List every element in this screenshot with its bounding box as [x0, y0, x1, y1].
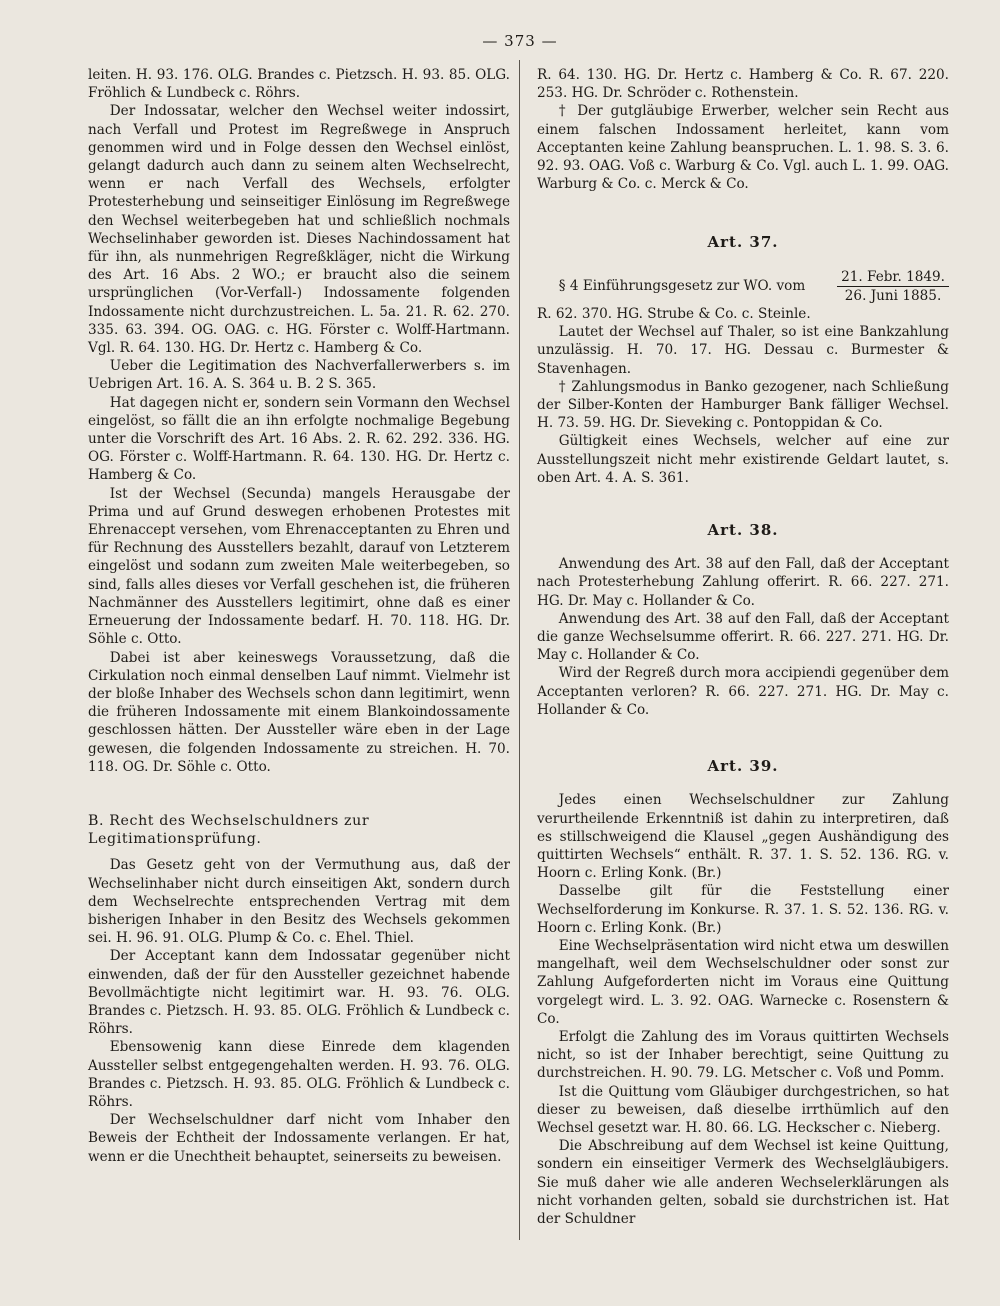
paragraph: Anwendung des Art. 38 auf den Fall, daß der Acceptant nach Protesterhebung Zahlung offerirt. R. 66. 227. 271. HG. Dr. May c. Hollander & Co. — [537, 556, 949, 609]
paragraph: Dasselbe gilt für die Feststellung einer Wechselforderung im Konkurse. R. 37. 1. S. 52. 136. RG. v. Hoorn c. Erling Konk. (Br.) — [537, 883, 949, 936]
right-column — [537, 66, 949, 1228]
paragraph: Lautet der Wechsel auf Thaler, so ist eine Bankzahlung unzulässig. H. 70. 17. HG. Dessau c. Burmester & Stavenhagen. — [537, 324, 949, 377]
paragraph: R. 64. 130. HG. Dr. Hertz c. Hamberg & Co. R. 67. 220. 253. HG. Dr. Schröder c. Rothenstein. — [537, 67, 949, 102]
paragraph: Das Gesetz geht von der Vermuthung aus, daß der Wechselinhaber nicht durch einseitigen Akt, sondern durch dem Wechselrechte entsprechenden Vertrag mit dem bisherigen Inhaber in den Besitz des Wechsels gekommen sei. H. 96. 91. OLG. Plump & Co. c. Ehel. Thiel. — [88, 857, 510, 947]
article-heading-38: Art. 38. — [707, 521, 779, 540]
paragraph: leiten. H. 93. 176. OLG. Brandes c. Pietzsch. H. 93. 85. OLG. Fröhlich & Lundbeck c. Röhrs. — [88, 67, 510, 102]
paragraph: Die Abschreibung auf dem Wechsel ist keine Quittung, sondern ein einseitiger Vermerk des Wechselgläubigers. Sie muß daher wie alle anderen Wechselerklärungen als nicht vorhanden gelten, sobald sie durchstrichen ist. Hat der Schuldner — [537, 1138, 949, 1227]
paragraph: † Der gutgläubige Erwerber, welcher sein Recht aus einem falschen Indossament herleitet, kann vom Acceptanten keine Zahlung beanspruchen. L. 1. 98. S. 3. 6. 92. 93. OAG. Voß c. Warburg & Co. Vgl. auch L. 1. 99. OAG. Warburg & Co. c. Merck & Co. — [537, 103, 949, 193]
paragraph: † Zahlungsmodus in Banko gezogener, nach Schließung der Silber-Konten der Hamburger Bank fälliger Wechsel. H. 73. 59. HG. Dr. Sieveking c. Pontoppidan & Co. — [537, 378, 949, 432]
paragraph: Jedes einen Wechselschuldner zur Zahlung verurtheilende Erkenntniß ist dahin zu interpretiren, daß es stillschweigend die Klausel „gegen Aushändigung des quittirten Wechsels“ enthält. R. 37. 1. S. 52. 136. RG. v. Hoorn c. Erling Konk. (Br.) — [537, 792, 949, 882]
article-heading-39: Art. 39. — [707, 757, 779, 776]
law-date-formula — [537, 268, 949, 305]
paragraph: Wird der Regreß durch mora accipiendi gegenüber dem Acceptanten verloren? R. 66. 227. 271. HG. Dr. May c. Hollander & Co. — [537, 665, 949, 718]
date-fraction — [837, 268, 949, 305]
paragraph: Ist die Quittung vom Gläubiger durchgestrichen, so hat dieser zu beweisen, daß dieselbe irrthümlich auf den Wechsel gesetzt war. H. 80. 66. LG. Heckscher c. Nieberg. — [537, 1083, 949, 1136]
paragraph: Erfolgt die Zahlung des im Voraus quittirten Wechsels nicht, so ist der Inhaber berechtigt, seine Quittung zu durchstreichen. H. 90. 79. LG. Metscher c. Voß und Pomm. — [537, 1028, 949, 1082]
section-heading: B. Recht des Wechselschuldners zur Legitimationsprüfung. — [88, 812, 370, 848]
paragraph: Ueber die Legitimation des Nachverfallerwerbers s. im Uebrigen Art. 16. A. S. 364 u. B. 2 S. 365. — [88, 358, 510, 393]
paragraph: Dabei ist aber keineswegs Voraussetzung, daß die Cirkulation noch einmal denselben Lauf nimmt. Vielmehr ist der bloße Inhaber des Wechsels schon dann legitimirt, wenn die früheren Indossamente mit einem Blankoindossamente geschlossen hätten. Der Aussteller wäre eben in der Lage gewesen, die folgenden Indossamente zu streichen. H. 70. 118. OG. Dr. Söhle c. Otto. — [88, 649, 510, 775]
paragraph: Eine Wechselpräsentation wird nicht etwa um deswillen mangelhaft, weil dem Wechselschuldner oder sonst zur Zahlung Aufgeforderten nicht im Voraus eine Quittung vorgelegt wird. L. 3. 92. OAG. Warnecke c. Rosenstern & Co. — [537, 937, 949, 1027]
paragraph: Der Acceptant kann dem Indossatar gegenüber nicht einwenden, daß der für den Aussteller gezeichnet habende Bevollmächtigte nicht legitimirt war. H. 93. 76. OLG. Brandes c. Pietzsch. H. 93. 85. OLG. Fröhlich & Lundbeck c. Röhrs. — [88, 948, 510, 1038]
formula-prefix: § 4 Einführungsgesetz zur WO. vom — [558, 278, 806, 295]
paragraph: Gültigkeit eines Wechsels, welcher auf eine zur Ausstellungszeit nicht mehr existirende Geldart lautet, s. oben Art. 4. A. S. 361. — [537, 433, 949, 486]
left-column — [88, 66, 510, 1166]
paragraph: Anwendung des Art. 38 auf den Fall, daß der Acceptant die ganze Wechselsumme offerirt. R. 66. 227. 271. HG. Dr. May c. Hollander & Co. — [537, 610, 949, 664]
page-number: — 373 — — [482, 32, 558, 50]
paragraph: Ebensowenig kann diese Einrede dem klagenden Aussteller selbst entgegengehalten werden. H. 93. 76. OLG. Brandes c. Pietzsch. H. 93. 85. OLG. Fröhlich & Lundbeck c. Röhrs. — [88, 1039, 510, 1110]
paragraph: Hat dagegen nicht er, sondern sein Vormann den Wechsel eingelöst, so fällt die an ihn erfolgte nochmalige Begebung unter die Vorschrift des Art. 16 Abs. 2. R. 62. 292. 336. HG. OG. Förster c. Wolff-Hartmann. R. 64. 130. HG. Dr. Hertz c. Hamberg & Co. — [88, 394, 510, 484]
paragraph: Der Wechselschuldner darf nicht vom Inhaber den Beweis der Echtheit der Indossamente verlangen. Er hat, wenn er die Unechtheit behauptet, seinerseits zu beweisen. — [88, 1112, 510, 1165]
paragraph: Der Indossatar, welcher den Wechsel weiter indossirt, nach Verfall und Protest im Regreßwege in Anspruch genommen wird und in Folge dessen den Wechsel einlöst, gelangt dadurch auch dann zu seinem alten Wechselrecht, wenn er nach Verfall des Wechsels, erfolgter Protesterhebung und seinseitiger Einlösung im Regreßwege den Wechsel weiterbegeben hat und schließlich nochmals Wechselinhaber geworden ist. Dieses Nachindossament hat für ihn, als nunmehrigen Regreßkläger, nicht die Wirkung des Art. 16 Abs. 2 WO.; er braucht also die seinem ursprünglichen (Vor-Verfall-) Indossamente folgenden Indossamente nicht durchzustreichen. L. 5a. 21. R. 62. 270. 335. 63. 394. OG. OAG. c. HG. Förster c. Wolff-Hartmann. Vgl. R. 64. 130. HG. Dr. Hertz c. Hamberg & Co. — [88, 103, 510, 357]
column-divider — [519, 60, 520, 1240]
fraction-denominator: 26. Juni 1885. — [844, 287, 942, 304]
fraction-numerator: 21. Febr. 1849. — [837, 268, 949, 287]
paragraph: R. 62. 370. HG. Strube & Co. c. Steinle. — [537, 306, 811, 323]
article-heading-37: Art. 37. — [707, 233, 779, 252]
paragraph: Ist der Wechsel (Secunda) mangels Herausgabe der Prima und auf Grund deswegen erhobenen Protestes mit Ehrenaccept versehen, vom Ehrenacceptanten zu Ehren und für Rechnung des Ausstellers bezahlt, darauf von Letzterem eingelöst und sodann zum zweiten Male weiterbegeben, so sind, falls alles dieses vor Verfall geschehen ist, die früheren Nachmänner des Ausstellers legitimirt, ohne daß es einer Erneuerung der Indossamente bedarf. H. 70. 118. HG. Dr. Söhle c. Otto. — [88, 485, 510, 648]
